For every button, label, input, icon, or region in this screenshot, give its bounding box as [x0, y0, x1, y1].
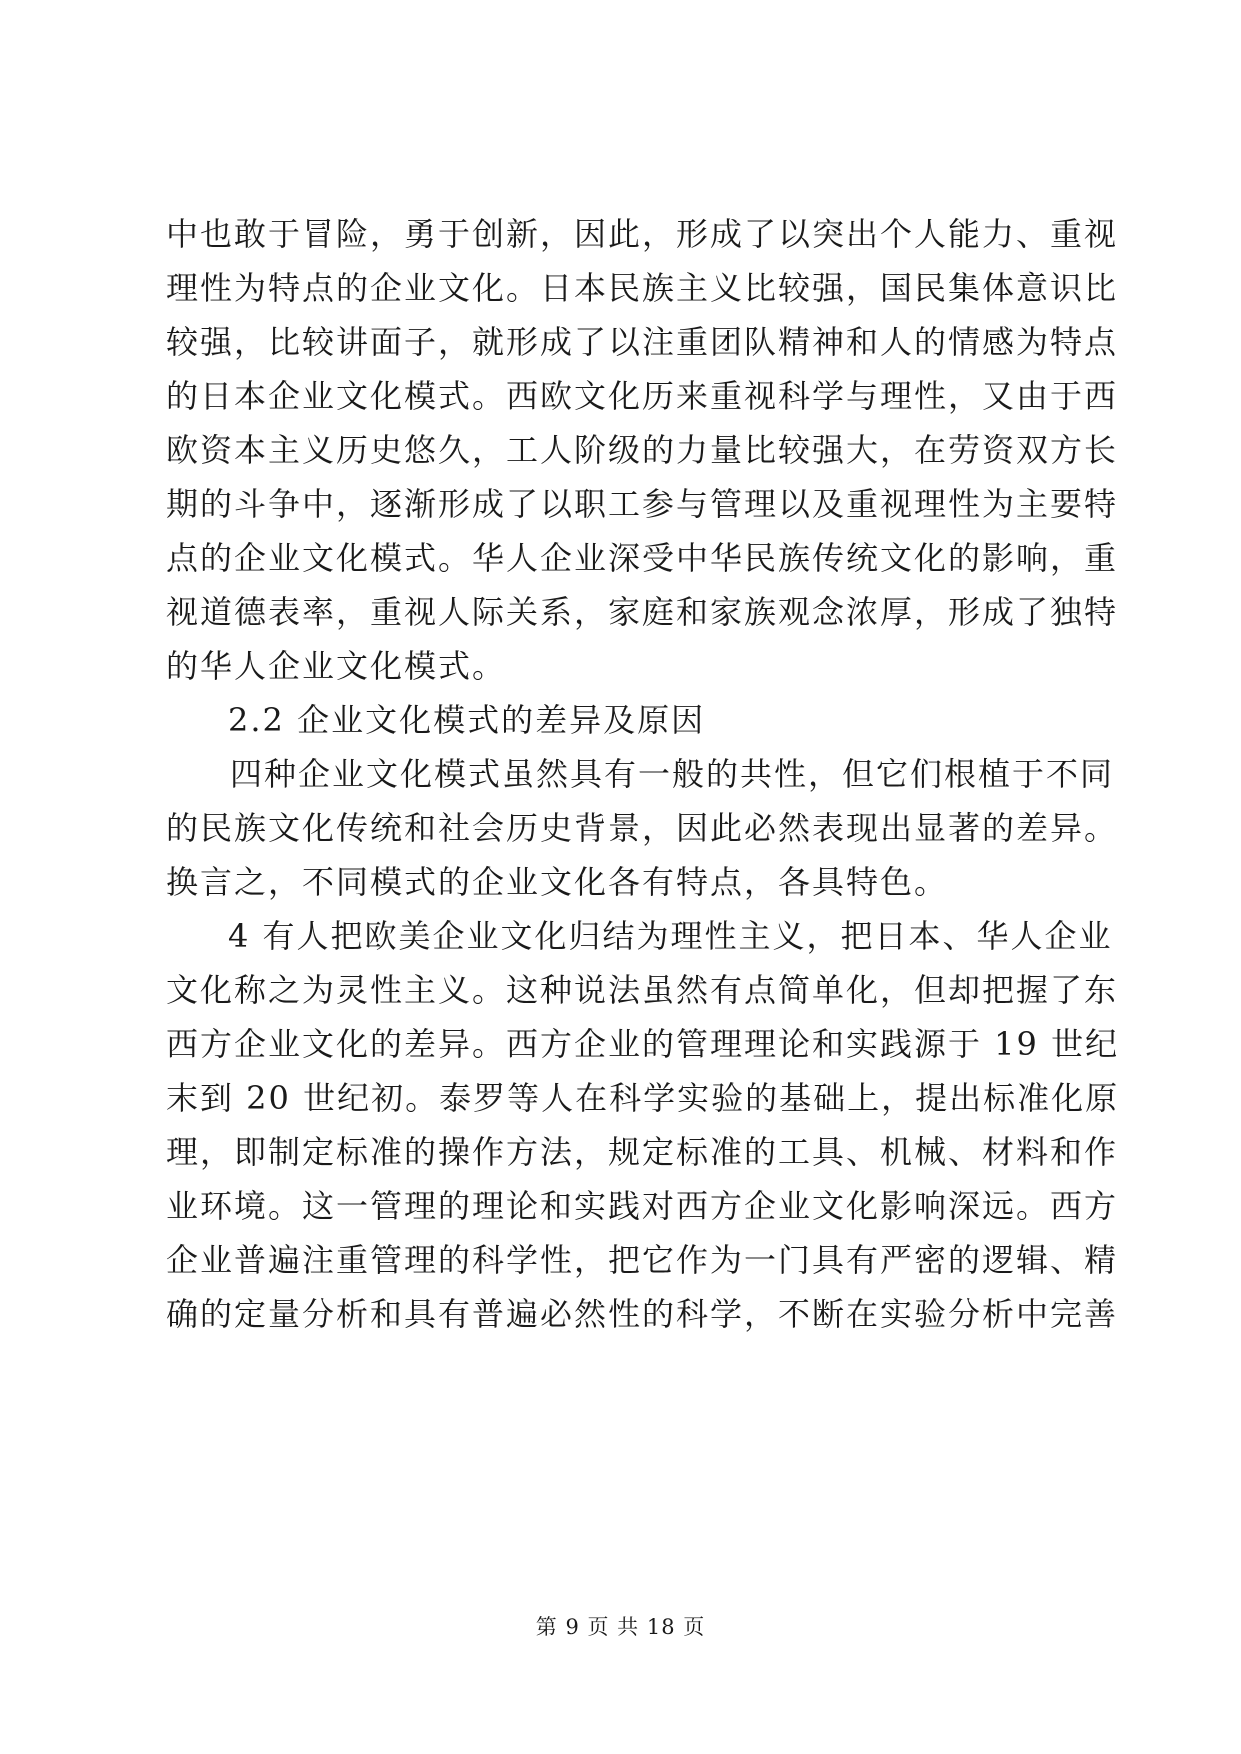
text-line: 的华人企业文化模式。 [166, 647, 507, 685]
text-line: 的民族文化传统和社会历史背景，因此必然表现出显著的差异。 [166, 809, 1119, 847]
text-line: 4 有人把欧美企业文化归结为理性主义，把日本、华人企业 [228, 917, 1113, 955]
text-line: 欧资本主义历史悠久，工人阶级的力量比较强大，在劳资双方长 [166, 431, 1119, 469]
text-line: 期的斗争中，逐渐形成了以职工参与管理以及重视理性为主要特 [166, 485, 1119, 523]
text-line: 换言之，不同模式的企业文化各有特点，各具特色。 [166, 863, 949, 901]
text-line: 点的企业文化模式。华人企业深受中华民族传统文化的影响，重 [166, 539, 1119, 577]
page-footer: 第 9 页 共 18 页 [535, 1615, 706, 1639]
text-line: 四种企业文化模式虽然具有一般的共性，但它们根植于不同 [230, 755, 1115, 793]
text-line: 确的定量分析和具有普遍必然性的科学，不断在实验分析中完善 [166, 1295, 1119, 1333]
text-line: 较强，比较讲面子，就形成了以注重团队精神和人的情感为特点 [166, 323, 1119, 361]
text-line: 理性为特点的企业文化。日本民族主义比较强，国民集体意识比 [166, 269, 1119, 307]
text-line: 的日本企业文化模式。西欧文化历来重视科学与理性，又由于西 [166, 377, 1119, 415]
text-line: 业环境。这一管理的理论和实践对西方企业文化影响深远。西方 [166, 1187, 1119, 1225]
text-line: 西方企业文化的差异。西方企业的管理理论和实践源于 19 世纪 [166, 1025, 1120, 1063]
text-line: 文化称之为灵性主义。这种说法虽然有点简单化，但却把握了东 [166, 971, 1119, 1009]
section-heading: 2.2 企业文化模式的差异及原因 [228, 701, 706, 739]
text-line: 企业普遍注重管理的科学性，把它作为一门具有严密的逻辑、精 [166, 1241, 1119, 1279]
text-line: 视道德表率，重视人际关系，家庭和家族观念浓厚，形成了独特 [166, 593, 1119, 631]
text-line: 中也敢于冒险，勇于创新，因此，形成了以突出个人能力、重视 [166, 215, 1119, 253]
text-line: 理，即制定标准的操作方法，规定标准的工具、机械、材料和作 [166, 1133, 1119, 1171]
text-line: 末到 20 世纪初。泰罗等人在科学实验的基础上，提出标准化原 [166, 1079, 1120, 1117]
